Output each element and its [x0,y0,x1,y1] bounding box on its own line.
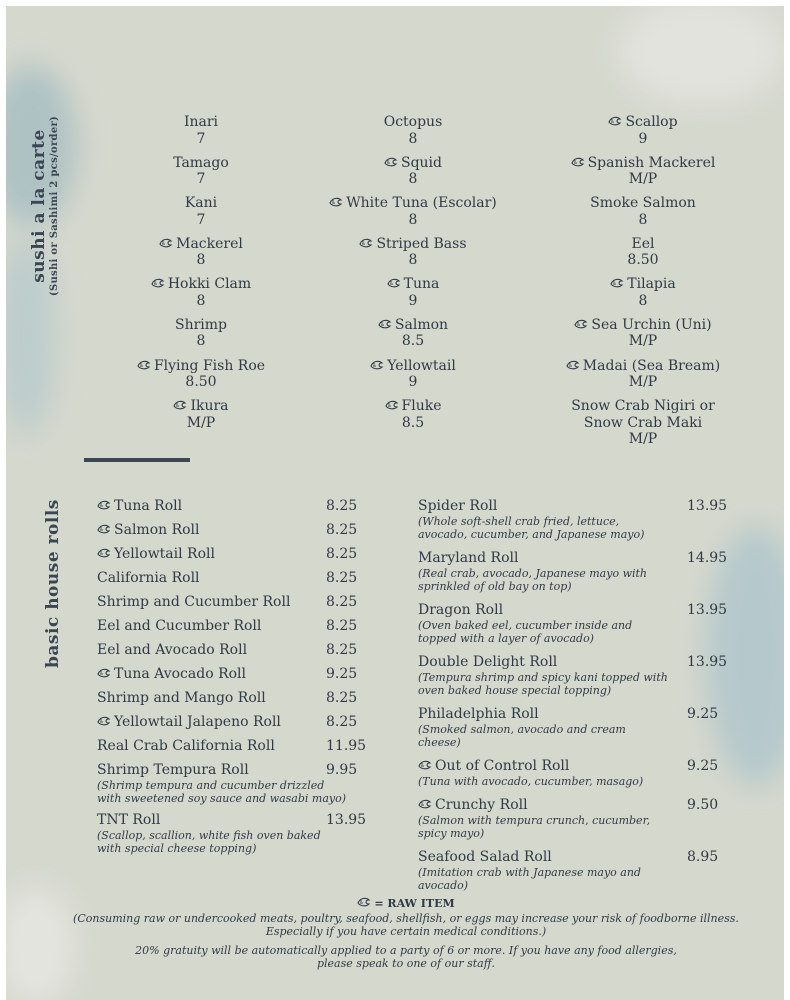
roll-name-text: Philadelphia Roll [418,706,539,722]
roll-name-text: Salmon Roll [114,522,200,538]
roll-price: 13.95 [687,654,728,670]
sushi-item [88,155,314,196]
roll-name-text: Eel and Cucumber Roll [97,618,262,634]
sushi-item-name-text: Squid [400,154,442,171]
roll-name-text: California Roll [97,570,200,586]
sushi-item-price: 9 [638,130,648,147]
sushi-item [300,114,526,155]
fish-icon [610,277,624,289]
roll-item [97,738,387,755]
roll-item [418,758,728,788]
roll-name-text: Yellowtail Jalapeno Roll [114,714,281,730]
roll-description: (Scallop, scallion, white fish oven baked with special cheese topping) [97,829,321,855]
sushi-item [300,236,526,277]
roll-description: (Smoked salmon, avocado and cream cheese) [418,723,626,749]
sushi-item-name [88,398,314,415]
sushi-item-price: 9 [408,292,418,309]
roll-item [418,498,728,541]
sushi-item-price: 8.5 [401,414,425,431]
sushi-item-price: 7 [196,211,206,228]
sushi-item-name [88,236,314,253]
roll-name [418,550,518,566]
fish-icon [385,399,399,411]
roll-name [418,849,552,865]
roll-price: 14.95 [687,550,728,566]
sushi-item-price: 7 [196,171,206,188]
sushi-item-name [530,236,756,253]
sushi-item-price: M/P [628,374,658,391]
sushi-item-name-text: Striped Bass [376,235,467,252]
roll-name-text: Maryland Roll [418,550,519,566]
roll-price: 8.25 [326,546,358,562]
sushi-item-price: 8 [408,211,418,228]
fish-icon [608,115,622,127]
sushi-item [88,317,314,358]
sushi-item-price: M/P [628,333,658,350]
roll-description: (Shrimp tempura and cucumber drizzled with sweetened soy sauce and wasabi mayo) [97,779,347,805]
roll-price: 8.95 [687,849,719,865]
roll-name-text: Out of Control Roll [435,758,570,774]
roll-name [97,642,247,658]
sushi-item-name-text: Inari [183,114,219,130]
sushi-item [530,114,756,155]
sushi-item-name-text: Kani [184,195,218,212]
raw-legend-text: = RAW ITEM [374,897,455,910]
roll-price: 8.25 [326,570,358,586]
roll-name-text: Real Crab California Roll [97,738,275,754]
roll-price: 13.95 [687,498,728,514]
roll-price: 8.25 [326,618,358,634]
sushi-item-name [300,276,526,293]
roll-description: (Oven baked eel, cucumber inside and topped with a layer of avocado) [418,619,633,645]
sushi-item [300,398,526,439]
roll-name [97,666,246,682]
sushi-title: sushi a la carte [29,129,49,283]
roll-price: 11.95 [326,738,367,754]
sushi-item-name [530,317,756,334]
fish-icon [137,359,151,371]
roll-item [97,714,387,731]
roll-name [97,618,261,634]
roll-item [418,849,728,892]
sushi-item [88,195,314,236]
fish-icon [97,667,111,679]
roll-price: 8.25 [326,594,358,610]
rolls-left-column [97,498,387,862]
roll-description: (Real crab, avocado, Japanese mayo with sprinkled of old bay on top) [418,567,648,593]
sushi-item-name [530,155,756,172]
sushi-item [530,358,756,399]
sushi-item [530,236,756,277]
sushi-item-name [530,195,756,212]
fish-icon [97,499,111,511]
sushi-item-name-text: White Tuna (Escolar) [346,195,497,212]
sushi-item-name-text: Tuna [403,276,440,293]
roll-description: (Salmon with tempura crunch, cucumber, spicy mayo) [418,814,651,840]
sushi-item [300,317,526,358]
roll-item [97,812,387,855]
watercolor-wash-top-right [616,6,784,106]
sushi-item-price: 8.50 [627,252,659,269]
roll-name [97,714,281,730]
roll-item [97,594,387,611]
roll-name-text: TNT Roll [97,812,161,828]
sushi-item-name-text: Hokki Clam [167,276,252,293]
roll-price: 8.25 [326,642,358,658]
sushi-item-name-text: Fluke [401,398,442,415]
roll-item [97,546,387,563]
sushi-item-name [300,236,526,253]
roll-name [97,738,275,754]
roll-price: 9.50 [687,797,719,813]
sushi-item-name-text: Madai (Sea Bream) [582,357,721,374]
sushi-item [300,358,526,399]
roll-item [97,762,387,805]
roll-name [418,602,503,618]
fish-icon [418,798,432,810]
raw-legend [66,896,746,911]
roll-price: 9.95 [326,762,358,778]
sushi-item-name-text: Sea Urchin (Uni) [591,316,712,333]
sushi-item-name-text: Tamago [173,154,229,171]
rolls-right-column [418,498,728,901]
sushi-item [300,195,526,236]
roll-item [418,706,728,749]
roll-price: 8.25 [326,522,358,538]
roll-price: 13.95 [687,602,728,618]
roll-item [418,797,728,840]
roll-price: 8.25 [326,714,358,730]
roll-name-text: Seafood Salad Roll [418,849,552,865]
roll-name [418,706,539,722]
sushi-item-price: 9 [408,374,418,391]
sushi-item-name-text: Smoke Salmon [590,195,696,212]
roll-name-text: Spider Roll [418,498,498,514]
sushi-item [88,236,314,277]
sushi-item-price: 8 [638,292,648,309]
roll-name-text: Tuna Avocado Roll [114,666,247,682]
roll-name [97,570,200,586]
fish-icon [329,196,343,208]
roll-name [97,522,200,538]
sushi-item-name-text: Spanish Mackerel [587,154,716,171]
roll-name [97,594,290,610]
roll-name-text: Double Delight Roll [418,654,558,670]
fish-icon [384,156,398,168]
roll-item [97,690,387,707]
fish-icon [159,237,173,249]
sushi-item-name-text: Salmon [394,316,449,333]
roll-item [418,654,728,697]
roll-price: 9.25 [687,758,719,774]
sushi-item-name [300,358,526,375]
sushi-item-price: 7 [196,130,206,147]
sushi-item-name [88,317,314,334]
fish-icon [359,237,373,249]
roll-name-text: Eel and Avocado Roll [97,642,248,658]
sushi-item-name [88,114,314,131]
gratuity-note: 20% gratuity will be automatically applied to a party of 6 or more. If you have any food allergies, please speak to one of our staff. [135,943,677,970]
roll-description: (Imitation crab with Japanese mayo and avocado) [418,866,641,892]
sushi-subtitle: (Sushi or Sashimi 2 pcs/order) [49,115,60,297]
rolls-title: basic house rolls [43,499,63,668]
sushi-item-price: M/P [628,171,658,188]
sushi-item-name [300,114,526,131]
section-divider [84,458,190,462]
roll-name-text: Shrimp and Cucumber Roll [97,594,291,610]
fish-icon [97,715,111,727]
sushi-column-2 [300,114,526,439]
roll-price: 9.25 [326,666,358,682]
sushi-item [88,358,314,399]
fish-icon [151,277,165,289]
fish-icon [574,318,588,330]
sushi-item [300,155,526,196]
roll-name [418,654,557,670]
menu-page [6,6,784,1000]
sushi-item [530,276,756,317]
roll-name [418,498,497,514]
fish-icon [370,359,384,371]
sushi-item [530,317,756,358]
fish-icon [418,759,432,771]
sushi-item-name-line: Snow Crab Maki [583,414,703,431]
fish-icon [378,318,392,330]
fish-icon [97,547,111,559]
sushi-item-name [530,276,756,293]
sushi-item-name-text: Octopus [383,114,443,130]
sushi-item [530,398,756,448]
sushi-item [88,276,314,317]
roll-price: 8.25 [326,690,358,706]
roll-name-text: Dragon Roll [418,602,504,618]
roll-item [97,570,387,587]
rolls-section-title [43,499,65,668]
sushi-item-price: 8 [196,292,206,309]
sushi-item-name-text: Ikura [190,398,229,415]
sushi-item-name-text: Tilapia [627,276,676,293]
roll-name [418,797,528,813]
roll-name-text: Crunchy Roll [435,797,528,813]
fish-icon [571,156,585,168]
sushi-item-price: 8 [196,333,206,350]
sushi-item-price: M/P [628,431,658,448]
sushi-item-price: 8 [408,252,418,269]
roll-name-text: Yellowtail Roll [114,546,215,562]
sushi-item-name [300,155,526,172]
roll-item [97,618,387,635]
sushi-item-price: 8.50 [185,374,217,391]
roll-item [418,602,728,645]
roll-price: 9.25 [687,706,719,722]
sushi-item [300,276,526,317]
sushi-column-1 [88,114,314,439]
sushi-section-title [29,101,69,311]
roll-name [97,812,160,828]
roll-item [97,666,387,683]
roll-name [97,498,182,514]
sushi-item-name [530,114,756,131]
roll-name [97,546,215,562]
roll-item [97,522,387,539]
roll-name [97,690,266,706]
fish-icon [387,277,401,289]
sushi-item-name [88,358,314,375]
roll-name [97,762,249,778]
sushi-item-name-text: Yellowtail [387,357,456,374]
roll-item [97,498,387,515]
sushi-item-price: M/P [186,414,216,431]
sushi-item-name-line: Snow Crab Nigiri or [571,398,715,415]
sushi-item-price: 8 [196,252,206,269]
roll-name-text: Shrimp Tempura Roll [97,762,249,778]
roll-description: (Tuna with avocado, cucumber, masago) [418,775,644,788]
roll-name-text: Shrimp and Mango Roll [97,690,266,706]
sushi-item-price: 8 [408,130,418,147]
sushi-item [88,398,314,439]
sushi-item-name [300,317,526,334]
roll-price: 8.25 [326,498,358,514]
sushi-item-price: 8 [408,171,418,188]
sushi-item [530,195,756,236]
sushi-item-price: 8.5 [401,333,425,350]
sushi-item-name-text: Eel [631,235,655,252]
sushi-item [530,155,756,196]
sushi-item-price: 8 [638,211,648,228]
sushi-item-name [88,276,314,293]
roll-item [97,642,387,659]
roll-item [418,550,728,593]
sushi-item [88,114,314,155]
menu-footer [66,896,746,971]
sushi-item-name-text: Scallop [625,114,678,130]
roll-name [418,758,569,774]
roll-description: (Whole soft-shell crab fried, lettuce, avocado, cucumber, and Japanese mayo) [418,515,645,541]
sushi-item-name [300,398,526,415]
roll-price: 13.95 [326,812,367,828]
fish-icon [97,523,111,535]
sushi-item-name [530,358,756,375]
sushi-item-name-text: Flying Fish Roe [153,357,266,374]
sushi-column-3 [530,114,756,448]
sushi-item-name [300,195,526,212]
roll-name-text: Tuna Roll [114,498,183,514]
sushi-item-name [88,155,314,172]
sushi-item-name-text: Mackerel [176,235,243,252]
sushi-item-name-text: Shrimp [174,316,227,333]
sushi-item-name [88,195,314,212]
fish-icon [357,896,371,908]
raw-warning: (Consuming raw or undercooked meats, poultry, seafood, shellfish, or eggs may increase your risk of foodborne illness. Especially if you have certain medical conditions.) [73,911,739,938]
sushi-item-name [530,398,756,431]
roll-description: (Tempura shrimp and spicy kani topped with oven baked house special topping) [418,671,668,697]
fish-icon [173,399,187,411]
fish-icon [566,359,580,371]
